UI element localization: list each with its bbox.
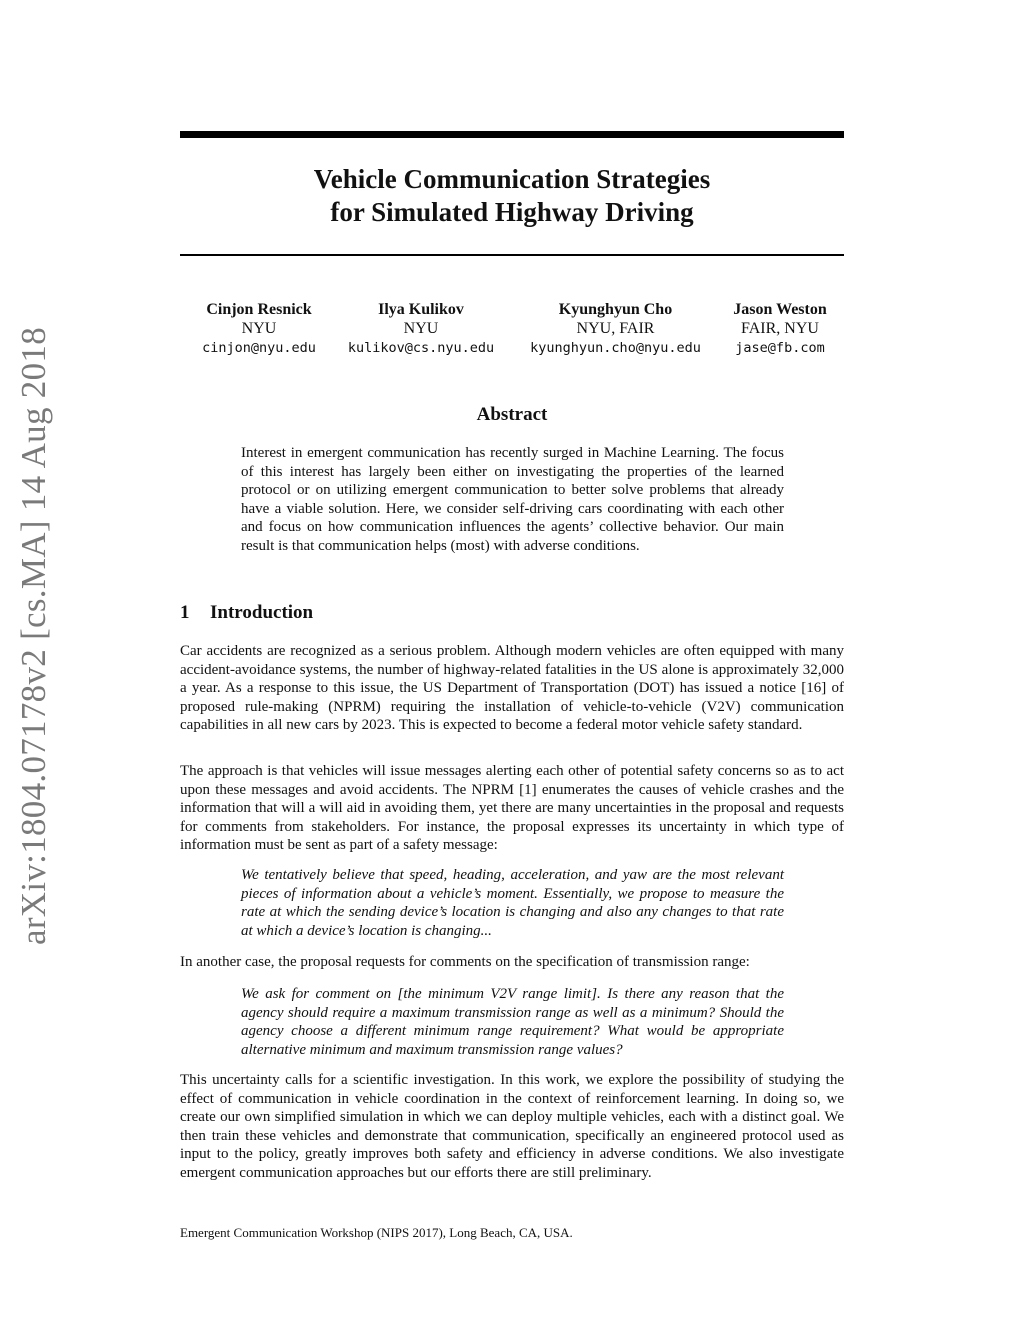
author-affiliation: NYU bbox=[403, 320, 439, 337]
author-email: cinjon@nyu.edu bbox=[202, 340, 316, 356]
author-name: Ilya Kulikov bbox=[378, 301, 464, 318]
venue-footnote: Emergent Communication Workshop (NIPS 2017), Long Beach, CA, USA. bbox=[180, 1225, 573, 1240]
author-email: kyunghyun.cho@nyu.edu bbox=[530, 340, 701, 356]
author-affiliation: FAIR, NYU bbox=[741, 320, 819, 337]
author-affiliation: NYU, FAIR bbox=[576, 320, 655, 337]
section-title: Introduction bbox=[210, 602, 314, 623]
author-affiliation: NYU bbox=[241, 320, 277, 337]
author-2 bbox=[339, 300, 503, 358]
author-email: kulikov@cs.nyu.edu bbox=[347, 340, 495, 356]
top-rule bbox=[180, 131, 844, 138]
intro-paragraph-4: This uncertainty calls for a scientific investigation. In this work, we explore the possibility of studying the effect of communication in vehicle coordination in the context of reinforcement learning. In doing so, we create our own simplified simulation in which we can deploy multiple vehicles, each with a distinct goal. We then train these vehicles and demonstrate that communication, specifically an engineered protocol used as input to the policy, greatly improves both safety and efficiency in adverse conditions. We also investigate emergent communication approaches but our efforts there are still preliminary. bbox=[180, 1072, 844, 1181]
abstract-heading: Abstract bbox=[476, 404, 548, 425]
author-4 bbox=[725, 300, 835, 358]
title-line-1: Vehicle Communication Strategies bbox=[313, 164, 711, 194]
intro-paragraph-2: The approach is that vehicles will issue messages alerting each other of potential safety concerns so as to act upon these messages and avoid accidents. The NPRM [1] enumerates the causes of vehicle crashes and the information that will a will aid in avoiding them, yet there are many uncertainties in the proposal and requests for comments from stakeholders. For instance, the proposal expresses its uncertainty in which type of information must be sent as part of a safety message: bbox=[180, 763, 844, 853]
paper-title bbox=[180, 163, 844, 229]
intro-paragraph-3: In another case, the proposal requests for comments on the specification of transmission range: bbox=[180, 954, 750, 970]
nprm-quote-1: We tentatively believe that speed, heading, acceleration, and yaw are the most relevant pieces of information about a vehicle’s moment. Essentially, we propose to measure the rate at which the sending device’s location is changing and also any changes to that rate at which a device’s location is changing... bbox=[241, 867, 784, 939]
author-name: Jason Weston bbox=[733, 301, 827, 318]
nprm-quote-2: We ask for comment on [the minimum V2V range limit]. Is there any reason that the agency should require a maximum transmission range as well as a minimum? Should the agency choose a different minimum range requirement? What would be appropriate alternative minimum and maximum transmission range values? bbox=[241, 986, 784, 1058]
title-rule bbox=[180, 254, 844, 256]
author-1 bbox=[194, 300, 324, 358]
intro-paragraph-1: Car accidents are recognized as a serious problem. Although modern vehicles are often equipped with many accident-avoidance systems, the number of highway-related fatalities in the US alone is approximately 32,000 a year. As a response to this issue, the US Department of Transportation (DOT) has issued a notice [16] of proposed rule-making (NPRM) requiring the installation of vehicle-to-vehicle (V2V) communication capabilities in all new cars by 2023. This is expected to become a federal motor vehicle safety standard. bbox=[180, 643, 844, 733]
author-3 bbox=[519, 300, 712, 358]
section-number: 1 bbox=[180, 602, 190, 623]
arxiv-id: arXiv:1804.07178v2 [cs.MA] 14 Aug 2018 bbox=[14, 326, 53, 946]
abstract-text: Interest in emergent communication has recently surged in Machine Learning. The focus of this interest has largely been either on investigating the properties of the learned protocol or on utilizing emergent communication to better solve problems that already have a viable solution. Here, we consider self-driving cars coordinating with each other and focus on how communication influences the agents’ collective behavior. Our main result is that communication helps (most) with adverse conditions. bbox=[241, 445, 784, 554]
author-name: Cinjon Resnick bbox=[206, 301, 312, 318]
author-name: Kyunghyun Cho bbox=[558, 301, 673, 318]
section-heading-introduction bbox=[180, 601, 313, 625]
arxiv-sidebar-stamp bbox=[4, 326, 64, 946]
author-email: jase@fb.com bbox=[735, 340, 825, 356]
title-line-2: for Simulated Highway Driving bbox=[330, 197, 694, 227]
